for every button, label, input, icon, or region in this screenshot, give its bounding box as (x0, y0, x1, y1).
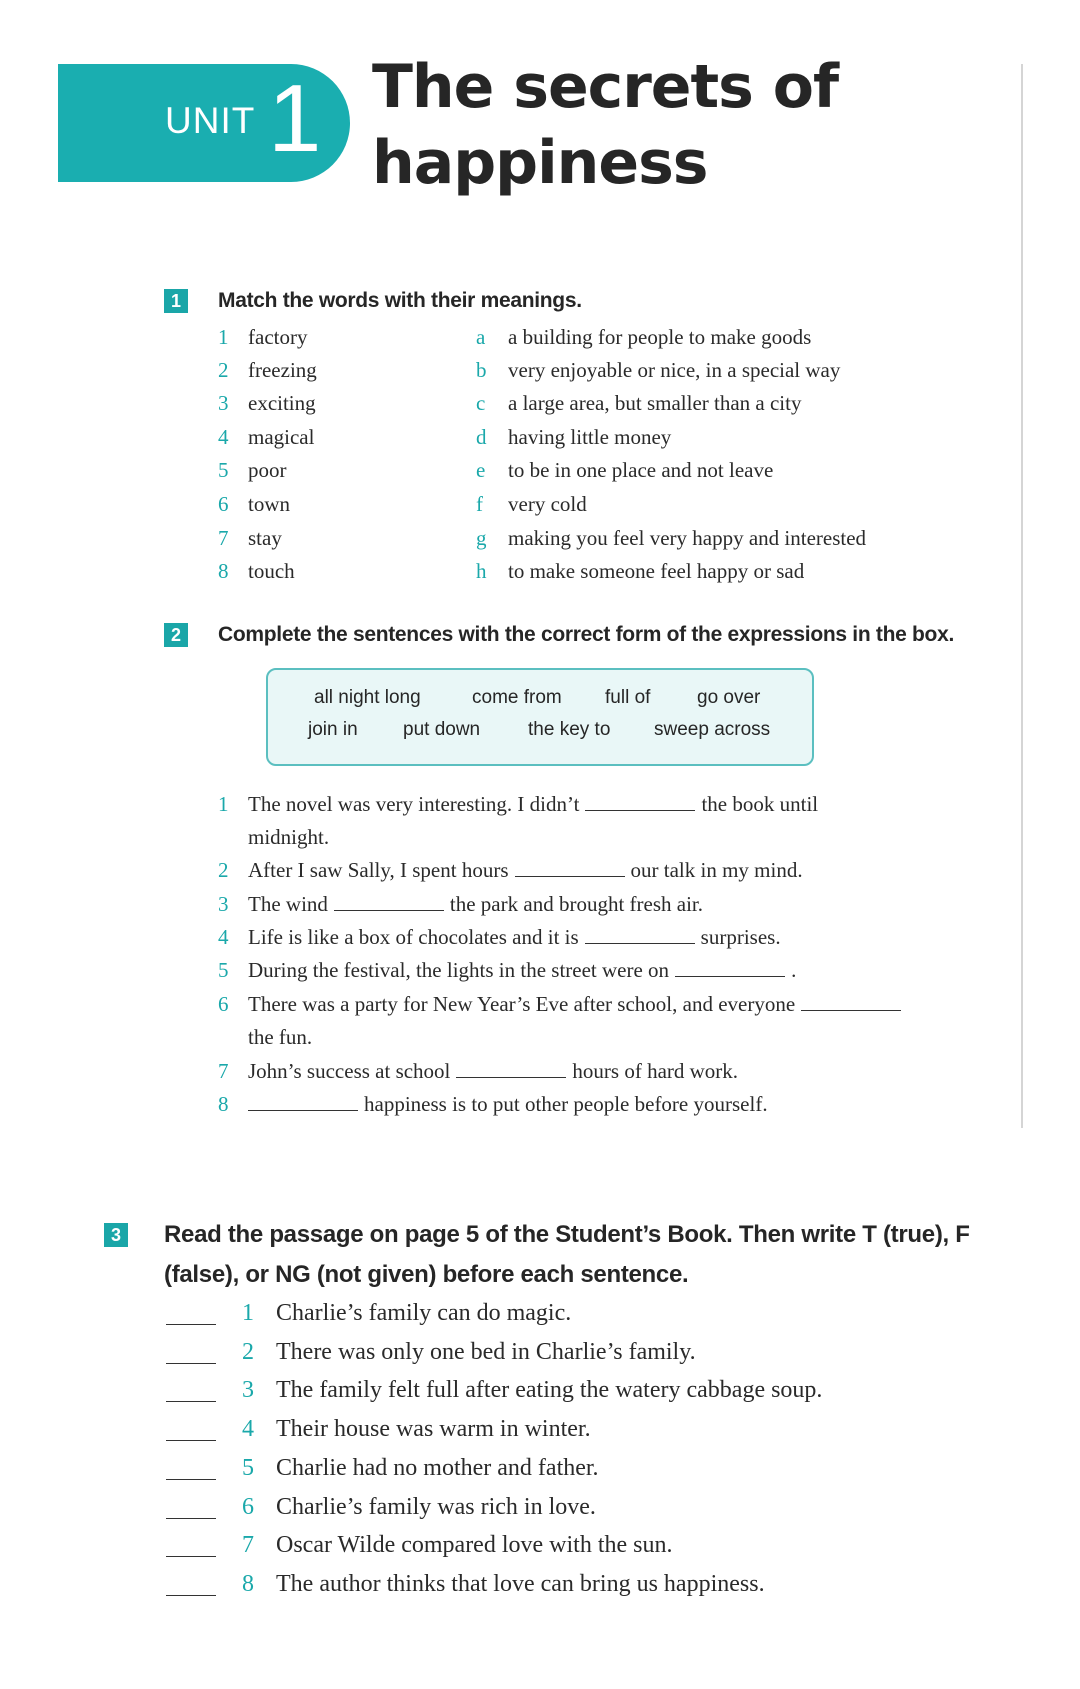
sentence-continuation: the fun. (248, 1025, 313, 1049)
tf-statement: 4 Their house was warm in winter. (242, 1416, 591, 1442)
meaning-item: e to be in one place and not leave (476, 458, 774, 482)
answer-blank[interactable] (801, 992, 901, 1011)
answer-blank[interactable] (585, 925, 695, 944)
sentence-item: 1 The novel was very interesting. I didn’t the book until (218, 792, 819, 816)
tf-statement: 5 Charlie had no mother and father. (242, 1455, 599, 1481)
word-item: 8 touch (218, 559, 295, 583)
meaning-item: c a large area, but smaller than a city (476, 391, 802, 415)
sentence-item: 7 John’s success at school hours of hard work. (218, 1059, 739, 1083)
tf-statement: 7 Oscar Wilde compared love with the sun. (242, 1532, 673, 1558)
section-3-title-line-1: Read the passage on page 5 of the Student’s Book. Then write T (true), F (164, 1221, 970, 1248)
page-divider (1021, 64, 1023, 1128)
expression: the key to (528, 719, 611, 740)
answer-line[interactable] (166, 1595, 216, 1596)
section-1-title: Match the words with their meanings. (218, 289, 582, 312)
answer-blank[interactable] (248, 1092, 358, 1111)
sentence-continuation: midnight. (248, 825, 330, 849)
page-title-line-2: happiness (372, 128, 708, 198)
word-item: 3 exciting (218, 391, 316, 415)
meaning-item: f very cold (476, 492, 587, 516)
meaning-item: d having little money (476, 425, 672, 449)
unit-number: 1 (268, 65, 322, 172)
section-2-title: Complete the sentences with the correct form of the expressions in the box. (218, 623, 954, 646)
sentence-item: 6 There was a party for New Year’s Eve after school, and everyone (218, 992, 907, 1017)
page-title-line-1: The secrets of (372, 52, 839, 122)
answer-line[interactable] (166, 1556, 216, 1557)
meaning-item: g making you feel very happy and interested (476, 526, 867, 550)
expression: all night long (314, 687, 421, 708)
tf-statement: 2 There was only one bed in Charlie’s family. (242, 1339, 696, 1365)
word-item: 6 town (218, 492, 290, 516)
tf-statement: 1 Charlie’s family can do magic. (242, 1300, 572, 1326)
expression: put down (403, 719, 481, 740)
section-2-number: 2 (164, 623, 188, 647)
section-3-number: 3 (104, 1223, 128, 1247)
answer-line[interactable] (166, 1518, 216, 1519)
answer-blank[interactable] (456, 1059, 566, 1078)
answer-blank[interactable] (334, 892, 444, 911)
word-item: 7 stay (218, 526, 282, 550)
meaning-item: a a building for people to make goods (476, 325, 812, 349)
tf-statement: 3 The family felt full after eating the watery cabbage soup. (242, 1377, 823, 1403)
unit-label: UNIT (165, 100, 256, 141)
expression: join in (308, 719, 358, 740)
answer-line[interactable] (166, 1363, 216, 1364)
answer-blank[interactable] (585, 792, 695, 811)
expression: full of (605, 687, 651, 708)
meaning-item: b very enjoyable or nice, in a special way (476, 358, 841, 382)
tf-statement: 6 Charlie’s family was rich in love. (242, 1494, 596, 1520)
sentence-item: 8 happiness is to put other people before yourself. (218, 1092, 768, 1116)
tf-statement: 8 The author thinks that love can bring us happiness. (242, 1571, 765, 1597)
answer-line[interactable] (166, 1401, 216, 1402)
answer-line[interactable] (166, 1324, 216, 1325)
sentence-item: 4 Life is like a box of chocolates and it is surprises. (218, 925, 781, 949)
answer-blank[interactable] (675, 958, 785, 977)
word-item: 2 freezing (218, 358, 317, 382)
answer-line[interactable] (166, 1479, 216, 1480)
answer-blank[interactable] (515, 858, 625, 877)
sentence-item: 5 During the festival, the lights in the street were on . (218, 958, 797, 982)
word-item: 1 factory (218, 325, 308, 349)
word-item: 4 magical (218, 425, 315, 449)
section-1-number: 1 (164, 289, 188, 313)
expression: come from (472, 687, 562, 708)
expression: go over (697, 687, 761, 708)
expression-box (266, 668, 814, 766)
sentence-item: 3 The wind the park and brought fresh air. (218, 892, 703, 916)
meaning-item: h to make someone feel happy or sad (476, 559, 805, 583)
sentence-item: 2 After I saw Sally, I spent hours our talk in my mind. (218, 858, 803, 882)
word-item: 5 poor (218, 458, 287, 482)
section-3-title-line-2: (false), or NG (not given) before each sentence. (164, 1261, 689, 1288)
expression: sweep across (654, 719, 771, 740)
answer-line[interactable] (166, 1440, 216, 1441)
